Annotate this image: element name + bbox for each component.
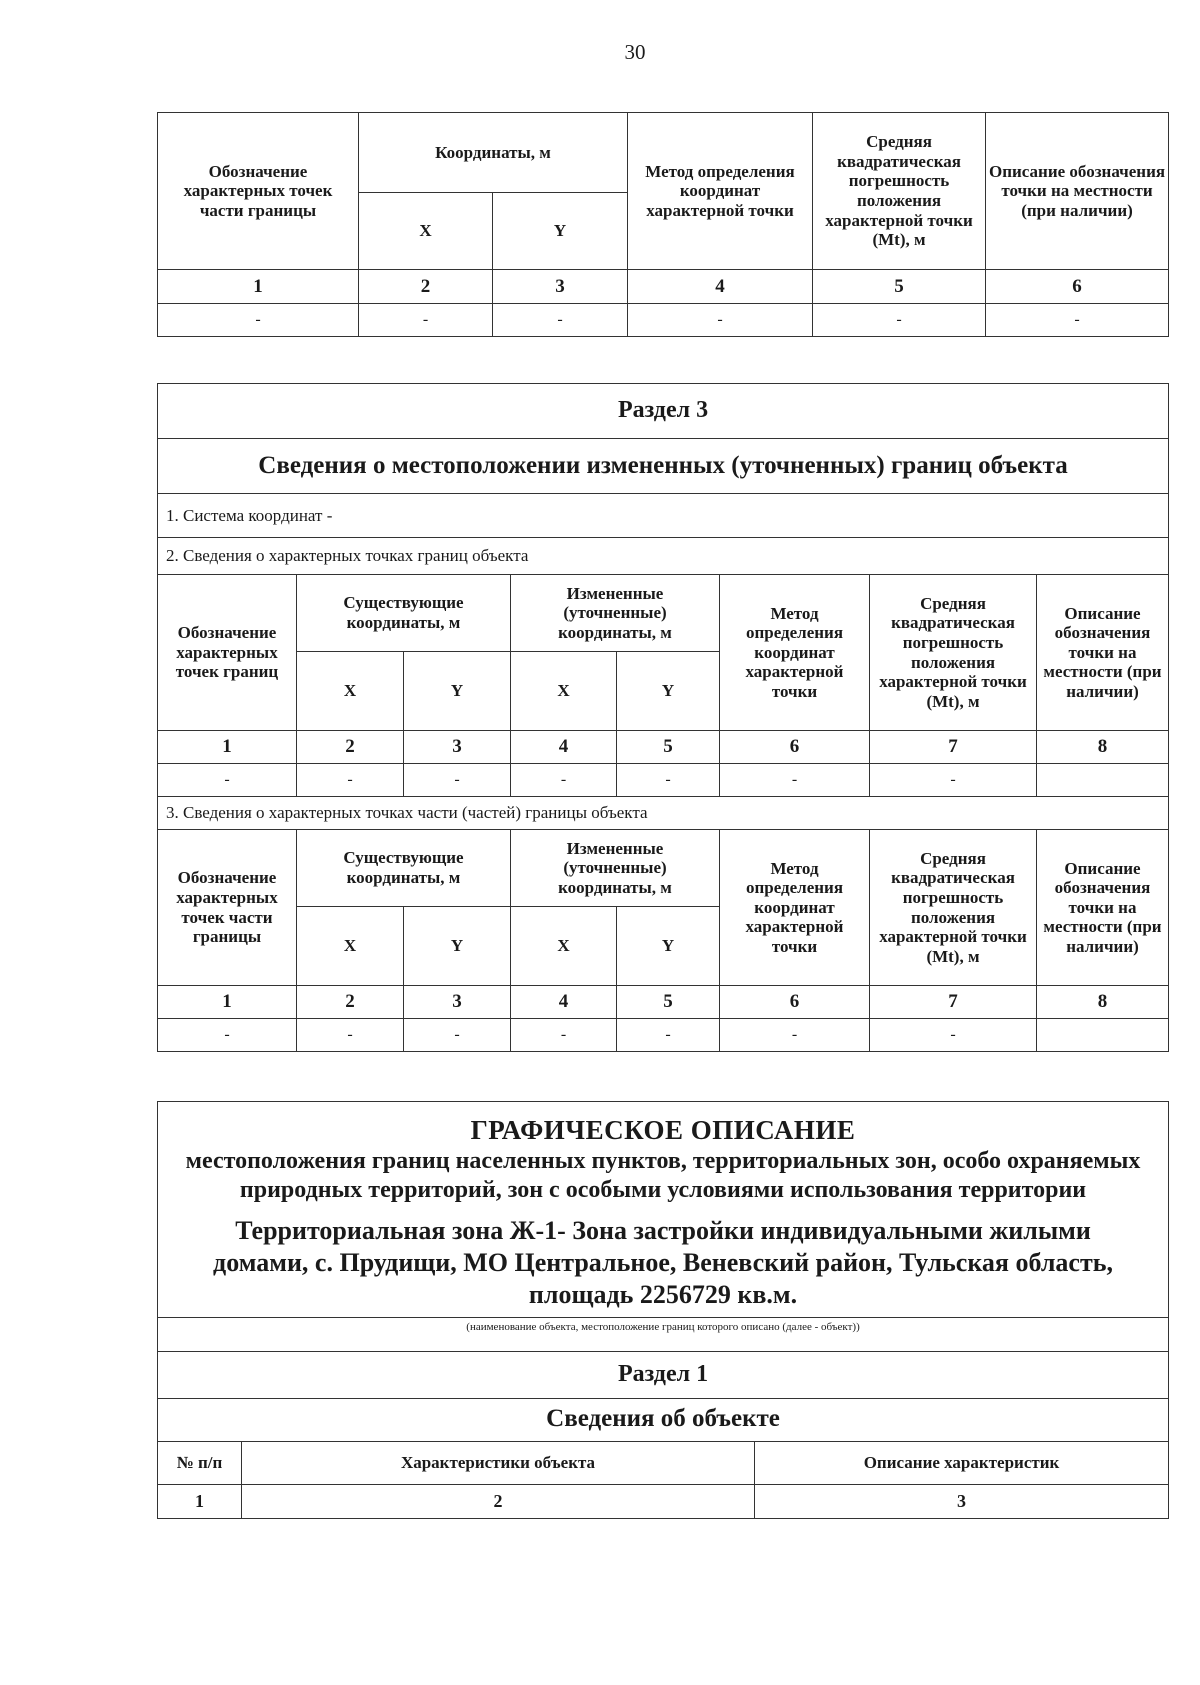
col-num: 4 xyxy=(511,731,617,764)
table-cell xyxy=(1037,764,1169,797)
table-row xyxy=(158,764,1169,797)
table-cell: - xyxy=(986,304,1169,337)
table-cell: - xyxy=(359,304,493,337)
col-num: 6 xyxy=(986,270,1169,304)
designation-header: Обозначение характерных точек части границы xyxy=(158,113,359,270)
existing-coords-header: Существующие координаты, м xyxy=(297,575,511,652)
coords-header: Координаты, м xyxy=(359,113,628,193)
method-header: Метод определения координат характерной точки xyxy=(720,575,870,731)
graphic-title: ГРАФИЧЕСКОЕ ОПИСАНИЕ xyxy=(470,1115,856,1145)
table-cell: - xyxy=(158,304,359,337)
table-cell: - xyxy=(870,1019,1037,1052)
characteristics-header: Характеристики объекта xyxy=(242,1441,755,1484)
col-num: 5 xyxy=(813,270,986,304)
part-points-table xyxy=(157,112,1169,337)
x-header: X xyxy=(359,193,493,270)
column-numbers-row xyxy=(158,986,1169,1019)
column-numbers-row xyxy=(158,270,1169,304)
column-numbers-row xyxy=(158,1484,1169,1518)
error-header: Средняя квадратическая погрешность положения характерной точки (Mt), м xyxy=(813,113,986,270)
error-header: Средняя квадратическая погрешность положения характерной точки (Mt), м xyxy=(870,830,1037,986)
col-num: 1 xyxy=(158,986,297,1019)
col-num: 3 xyxy=(755,1484,1169,1518)
col-num: 6 xyxy=(720,731,870,764)
section3-title: Раздел 3 xyxy=(158,384,1169,439)
col-num: 3 xyxy=(404,986,511,1019)
col-num: 5 xyxy=(617,986,720,1019)
description-header: Описание обозначения точки на местности (при наличии) xyxy=(986,113,1169,270)
table-row xyxy=(158,1019,1169,1052)
x-header: X xyxy=(297,652,404,731)
x-header: X xyxy=(511,652,617,731)
table-row xyxy=(158,304,1169,337)
object-note: (наименование объекта, местоположение границ которого описано (далее - объект)) xyxy=(158,1317,1169,1351)
table-cell: - xyxy=(870,764,1037,797)
col-num: 7 xyxy=(870,986,1037,1019)
table-cell: - xyxy=(158,1019,297,1052)
x-header: X xyxy=(511,907,617,986)
existing-coords-header: Существующие координаты, м xyxy=(297,830,511,907)
row-number-header: № п/п xyxy=(158,1441,242,1484)
page-number: 30 xyxy=(624,40,646,64)
table-cell xyxy=(1037,1019,1169,1052)
section3-table xyxy=(157,383,1169,1052)
characteristics-description-header: Описание характеристик xyxy=(755,1441,1169,1484)
table-cell: - xyxy=(511,1019,617,1052)
col-num: 3 xyxy=(404,731,511,764)
table-cell: - xyxy=(404,1019,511,1052)
description-header: Описание обозначения точки на местности (при наличии) xyxy=(1037,575,1169,731)
table-cell: - xyxy=(511,764,617,797)
points-subsection-title: 2. Сведения о характерных точках границ объекта xyxy=(158,538,1169,575)
method-header: Метод определения координат характерной точки xyxy=(628,113,813,270)
col-num: 7 xyxy=(870,731,1037,764)
changed-coords-header: Измененные (уточненные) координаты, м xyxy=(511,830,720,907)
error-header: Средняя квадратическая погрешность положения характерной точки (Mt), м xyxy=(870,575,1037,731)
col-num: 5 xyxy=(617,731,720,764)
designation-header: Обозначение характерных точек границ xyxy=(158,575,297,731)
section1-subtitle: Сведения об объекте xyxy=(158,1398,1169,1441)
table-cell: - xyxy=(617,1019,720,1052)
y-header: Y xyxy=(617,907,720,986)
col-num: 3 xyxy=(493,270,628,304)
col-num: 2 xyxy=(297,731,404,764)
column-numbers-row xyxy=(158,731,1169,764)
col-num: 1 xyxy=(158,1484,242,1518)
col-num: 4 xyxy=(511,986,617,1019)
table-cell: - xyxy=(297,764,404,797)
coord-system: 1. Система координат - xyxy=(158,494,1169,538)
table-cell: - xyxy=(404,764,511,797)
col-num: 2 xyxy=(242,1484,755,1518)
section1-title: Раздел 1 xyxy=(158,1351,1169,1398)
y-header: Y xyxy=(404,907,511,986)
description-header: Описание обозначения точки на местности (при наличии) xyxy=(1037,830,1169,986)
col-num: 4 xyxy=(628,270,813,304)
table-cell: - xyxy=(628,304,813,337)
section3-subtitle: Сведения о местоположении измененных (уточненных) границ объекта xyxy=(158,439,1169,494)
table-cell: - xyxy=(493,304,628,337)
designation-header: Обозначение характерных точек части границы xyxy=(158,830,297,986)
x-header: X xyxy=(297,907,404,986)
parts-subsection-title: 3. Сведения о характерных точках части (частей) границы объекта xyxy=(158,797,1169,830)
table-cell: - xyxy=(158,764,297,797)
col-num: 2 xyxy=(297,986,404,1019)
table-cell: - xyxy=(720,764,870,797)
table-cell: - xyxy=(720,1019,870,1052)
y-header: Y xyxy=(493,193,628,270)
col-num: 8 xyxy=(1037,731,1169,764)
col-num: 2 xyxy=(359,270,493,304)
y-header: Y xyxy=(404,652,511,731)
table-cell: - xyxy=(297,1019,404,1052)
col-num: 1 xyxy=(158,731,297,764)
object-name: Территориальная зона Ж-1- Зона застройки индивидуальными жилыми домами, с. Прудищи, МО Центральное, Веневский район, Тульская область, площадь 2256729 кв.м. xyxy=(213,1216,1113,1309)
graphic-description-table xyxy=(157,1101,1169,1519)
changed-coords-header: Измененные (уточненные) координаты, м xyxy=(511,575,720,652)
graphic-description: местоположения границ населенных пунктов, территориальных зон, особо охраняемых природных территорий, зон с особыми условиями использования территории xyxy=(185,1147,1141,1204)
table-cell: - xyxy=(813,304,986,337)
table-cell: - xyxy=(617,764,720,797)
col-num: 1 xyxy=(158,270,359,304)
y-header: Y xyxy=(617,652,720,731)
col-num: 8 xyxy=(1037,986,1169,1019)
col-num: 6 xyxy=(720,986,870,1019)
method-header: Метод определения координат характерной точки xyxy=(720,830,870,986)
